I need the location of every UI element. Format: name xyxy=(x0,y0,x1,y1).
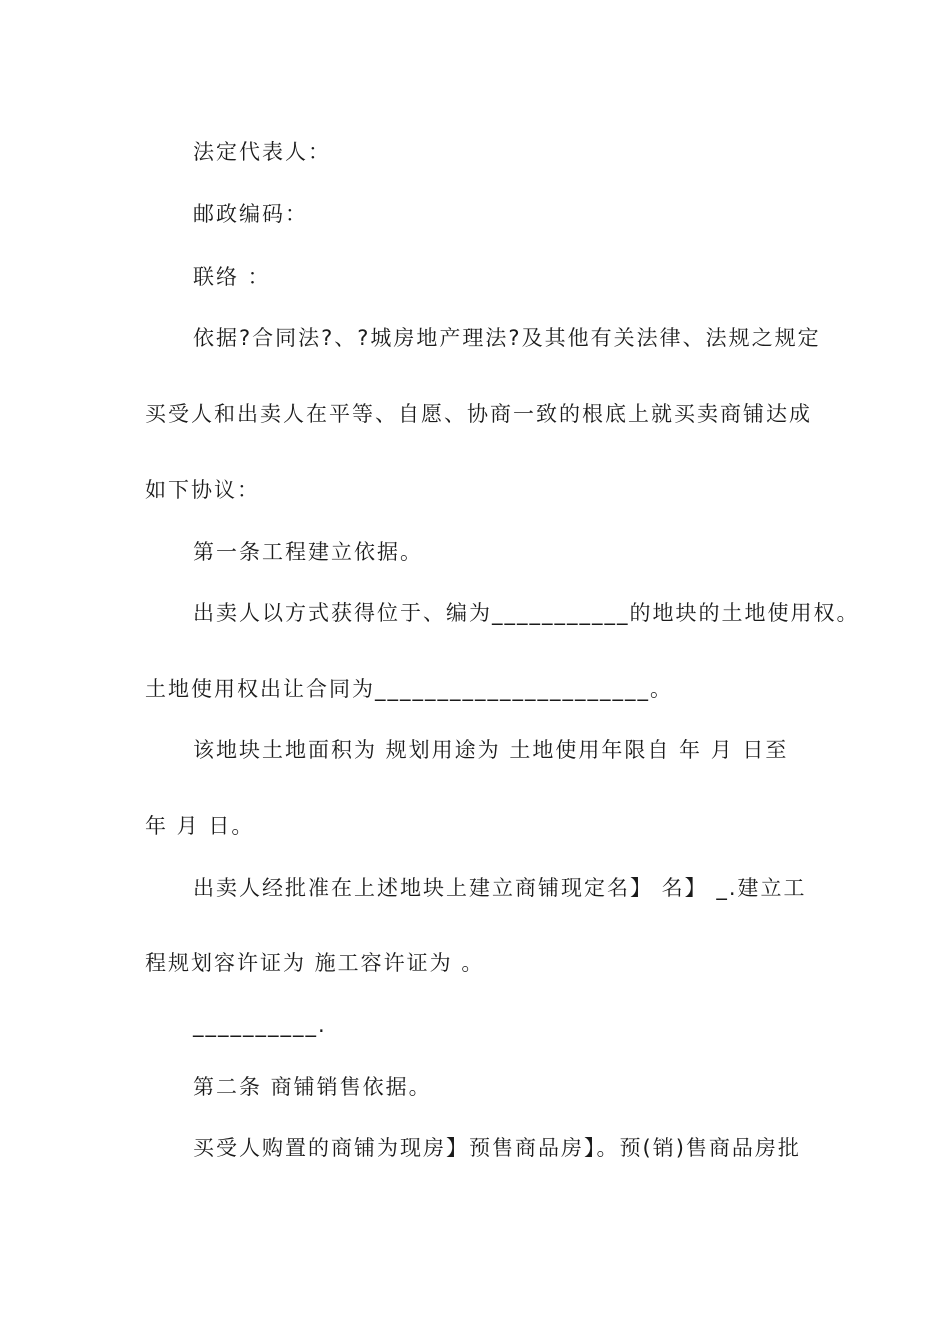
article-1-line-1: 出卖人以方式获得位于、编为___________的地块的土地使用权。 xyxy=(193,601,860,625)
contact-label: 联络 ： xyxy=(193,265,271,289)
legal-representative-label: 法定代表人： xyxy=(193,140,331,164)
article-1-line-3: 该地块土地面积为 规划用途为 土地使用年限自 年 月 日至 xyxy=(193,738,789,762)
article-1-line-7: __________. xyxy=(193,1013,327,1037)
paragraph-basis-line-3: 如下协议： xyxy=(145,478,260,502)
postal-code-label: 邮政编码： xyxy=(193,202,308,226)
article-1-line-2: 土地使用权出让合同为______________________。 xyxy=(145,677,673,701)
paragraph-basis-line-1: 依据?合同法?、?城房地产理法?及其他有关法律、法规之规定 xyxy=(193,326,821,350)
article-2-line-1: 买受人购置的商铺为现房】预售商品房】。预(销)售商品房批 xyxy=(193,1136,801,1160)
article-1-line-6: 程规划容许证为 施工容许证为 。 xyxy=(145,951,485,975)
article-1-line-5: 出卖人经批准在上述地块上建立商铺现定名】 名】 _.建立工 xyxy=(193,876,807,900)
paragraph-basis-line-2: 买受人和出卖人在平等、自愿、协商一致的根底上就买卖商铺达成 xyxy=(145,402,812,426)
article-1-heading: 第一条工程建立依据。 xyxy=(193,540,423,564)
article-2-heading: 第二条 商铺销售依据。 xyxy=(193,1075,432,1099)
article-1-line-4: 年 月 日。 xyxy=(145,814,255,838)
